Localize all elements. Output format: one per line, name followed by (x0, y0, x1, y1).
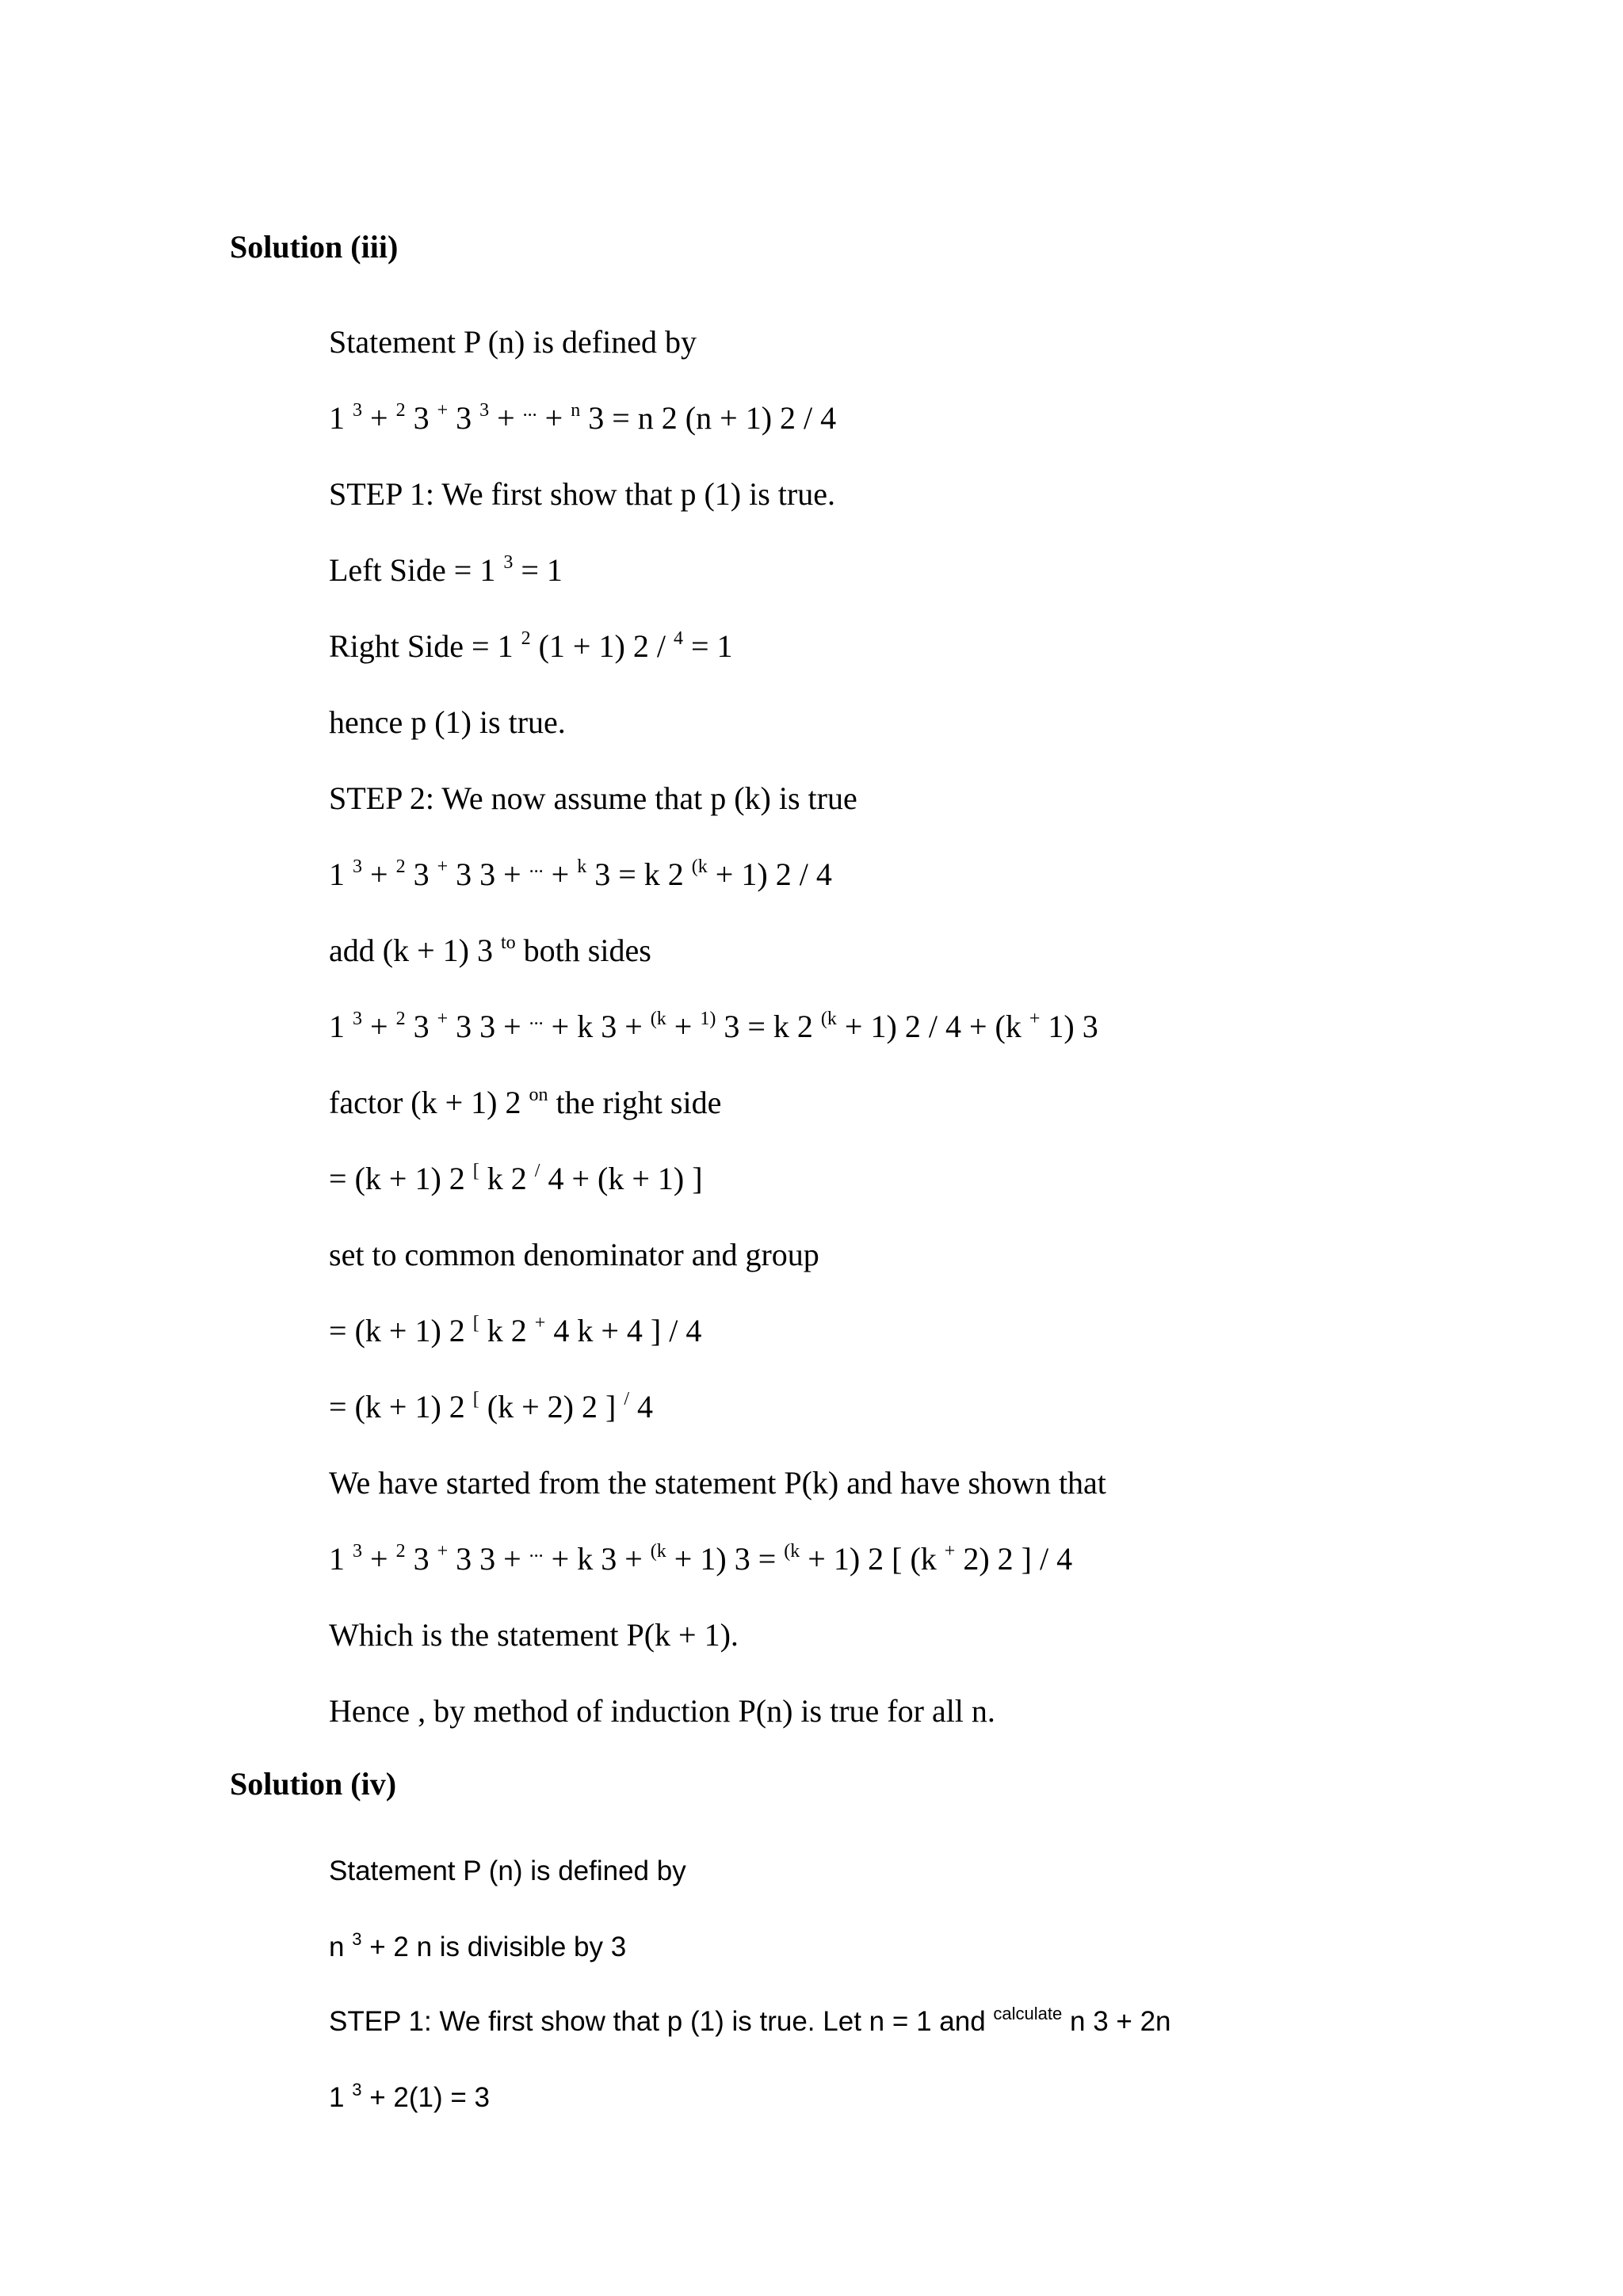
superscript: + (1029, 1009, 1041, 1029)
superscript: to (500, 933, 516, 953)
superscript: 3 (352, 1929, 362, 1949)
superscript: 2 (395, 400, 406, 421)
solution-iii-step2-title: STEP 2: We now assume that p (k) is true (329, 780, 857, 816)
superscript: + (437, 1009, 449, 1029)
superscript: + (437, 400, 449, 421)
superscript: 3 (353, 1009, 362, 1029)
superscript: n (571, 400, 581, 421)
superscript: 1) (700, 1009, 716, 1029)
solution-iv-step1-calc: 1 $^3$ + 2(1) = 3 (329, 2080, 491, 2113)
superscript: ... (529, 856, 544, 877)
solution-iii-statement-intro: Statement P (n) is defined by (329, 324, 697, 360)
superscript: [ (472, 1389, 479, 1409)
solution-iii-step1-title: STEP 1: We first show that p (1) is true. (329, 476, 835, 512)
superscript: / (624, 1389, 629, 1409)
superscript: ... (529, 1009, 544, 1029)
superscript: k (577, 856, 587, 877)
solution-iii-common-denominator: set to common denominator and group (329, 1237, 819, 1272)
superscript: 3 (479, 400, 490, 421)
superscript: on (529, 1085, 548, 1105)
superscript: (k (650, 1009, 666, 1029)
solution-iii-heading: Solution (iii) (230, 229, 399, 265)
superscript: 3 (353, 400, 362, 421)
superscript: + (534, 1313, 546, 1333)
solution-iv-statement-intro: Statement P (n) is defined by (329, 1855, 686, 1886)
solution-iii-assumption: 1 $^3$ + $^2$ 3 + 3 3 + ... + $^k$ 3 = k 2 $^{(k}$ + 1) 2 / 4 (329, 856, 832, 892)
superscript: 3 (503, 552, 514, 573)
superscript: ... (522, 400, 537, 421)
solution-iv-statement: n $^3$ + 2 n is divisible by 3 (329, 1929, 627, 1962)
superscript: [ (472, 1161, 479, 1181)
superscript: calculate (993, 2004, 1063, 2023)
solution-iii-which-is: Which is the statement P(k + 1). (329, 1617, 739, 1653)
solution-iv-step1-title: STEP 1: We first show that p (1) is true. Let n = 1 and $^{calculate}$ n 3 + 2n (329, 2004, 1171, 2037)
superscript: 4 (673, 628, 683, 649)
superscript: (k (691, 856, 708, 877)
superscript: 2 (395, 1009, 406, 1029)
solution-iii-factored: = (k + 1) 2 [ k 2 / 4 + (k + 1) ] (329, 1161, 703, 1196)
superscript: + (944, 1541, 956, 1562)
solution-iii-grouped: = (k + 1) 2 [ k 2 + 4 k + 4 ] / 4 (329, 1313, 702, 1348)
solution-iii-factor-step: factor (k + 1) 2 $^{on}$ the right side (329, 1085, 722, 1120)
solution-iv-heading: Solution (iv) (230, 1766, 397, 1802)
solution-iii-step1-conclusion: hence p (1) is true. (329, 704, 566, 740)
superscript: + (437, 1541, 449, 1562)
solution-iii-add-step: add (k + 1) 3 $^{to}$ both sides (329, 933, 651, 968)
superscript: (k (784, 1541, 800, 1562)
solution-iii-shown: 1 $^3$ + $^2$ 3 + 3 3 + ... + k 3 + $^{(k}$ + 1) 3 = $^{(k}$ + 1) 2 [ (k + 2) 2 ] / 4 (329, 1541, 1073, 1577)
solution-iii-conclusion: Hence , by method of induction P(n) is true for all n. (329, 1693, 995, 1729)
superscript: 3 (353, 1541, 362, 1562)
superscript: 2 (395, 1541, 406, 1562)
superscript: / (534, 1161, 540, 1181)
solution-iii-shown-intro: We have started from the statement P(k) and have shown that (329, 1465, 1106, 1501)
superscript: ... (529, 1541, 544, 1562)
solution-iii-after-add: 1 $^3$ + $^2$ 3 + 3 3 + ... + k 3 + $^{(k}$ + $^{1)}$ 3 = k 2 $^{(k}$ + 1) 2 / 4 + (k + 1) 3 (329, 1009, 1098, 1044)
superscript: 3 (353, 856, 362, 877)
solution-iii-statement: 1 $^3$ + $^2$ 3 + 3 $^3$ + ... + $^n$ 3 = n 2 (n + 1) 2 / 4 (329, 400, 837, 436)
superscript: [ (472, 1313, 479, 1333)
solution-iii-right-side: Right Side = 1 $^2$ (1 + 1) 2 / $^4$ = 1 (329, 628, 733, 664)
superscript: 2 (521, 628, 531, 649)
superscript: (k (820, 1009, 837, 1029)
superscript: (k (650, 1541, 666, 1562)
superscript: 3 (352, 2080, 362, 2100)
solution-iii-left-side: Left Side = 1 $^3$ = 1 (329, 552, 563, 588)
superscript: 2 (395, 856, 406, 877)
superscript: + (437, 856, 449, 877)
solution-iii-simplified: = (k + 1) 2 [ (k + 2) 2 ] / 4 (329, 1389, 653, 1425)
